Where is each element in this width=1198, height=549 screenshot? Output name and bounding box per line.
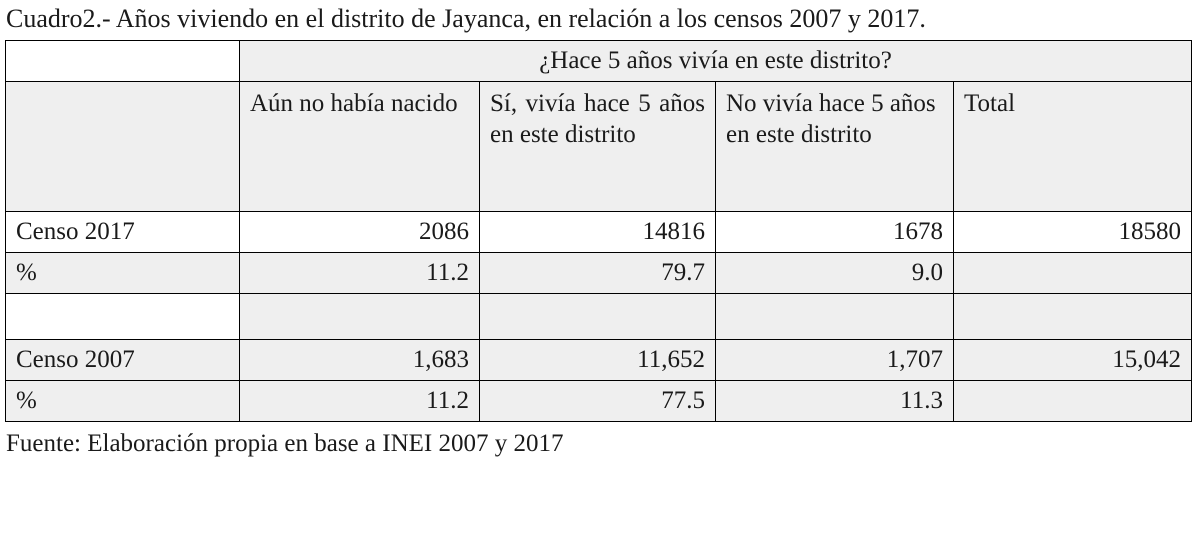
row-label-censo-2007: Censo 2007 [6, 339, 240, 380]
cell-pct2007-total [954, 380, 1192, 421]
cell-censo2007-no-vivia: 1,707 [716, 339, 954, 380]
spacer-cell-2 [480, 293, 716, 339]
table-row-spacer [6, 293, 1192, 339]
cell-censo2017-si-vivia: 14816 [480, 211, 716, 252]
table-row [6, 252, 1192, 293]
table-row [6, 211, 1192, 252]
corner-cell [6, 40, 240, 81]
cell-pct2017-no-vivia: 9.0 [716, 252, 954, 293]
spacer-cell-4 [954, 293, 1192, 339]
cell-pct2017-si-vivia: 79.7 [480, 252, 716, 293]
cell-censo2017-no-nacido: 2086 [240, 211, 480, 252]
table-row [6, 380, 1192, 421]
cell-pct2017-no-nacido: 11.2 [240, 252, 480, 293]
cell-pct2017-total [954, 252, 1192, 293]
column-header-4: Total [954, 81, 1192, 211]
spacer-cell-0 [6, 293, 240, 339]
table-header-row-columns [6, 81, 1192, 211]
cell-censo2007-total: 15,042 [954, 339, 1192, 380]
column-header-3: No vivía hace 5 años en este distrito [716, 81, 954, 211]
cell-pct2007-no-nacido: 11.2 [240, 380, 480, 421]
cell-censo2007-si-vivia: 11,652 [480, 339, 716, 380]
cell-censo2017-no-vivia: 1678 [716, 211, 954, 252]
cell-pct2007-no-vivia: 11.3 [716, 380, 954, 421]
spacer-cell-3 [716, 293, 954, 339]
column-header-2: Sí, vivía hace 5 años en este distrito [480, 81, 716, 211]
cell-censo2007-no-nacido: 1,683 [240, 339, 480, 380]
column-header-0 [6, 81, 240, 211]
row-label-pct-2007: % [6, 380, 240, 421]
census-table [5, 40, 1192, 422]
row-label-pct-2017: % [6, 252, 240, 293]
column-header-1: Aún no había nacido [240, 81, 480, 211]
table-source-note: Fuente: Elaboración propia en base a INEI 2007 y 2017 [6, 429, 564, 457]
table-row [6, 339, 1192, 380]
table-header-row-group [6, 40, 1192, 81]
group-header-cell: ¿Hace 5 años vivía en este distrito? [240, 40, 1192, 81]
spacer-cell-1 [240, 293, 480, 339]
cell-censo2017-total: 18580 [954, 211, 1192, 252]
row-label-censo-2017: Censo 2017 [6, 211, 240, 252]
cell-pct2007-si-vivia: 77.5 [480, 380, 716, 421]
table-caption: Cuadro2.- Años viviendo en el distrito de Jayanca, en relación a los censos 2007 y 2017. [6, 4, 926, 33]
